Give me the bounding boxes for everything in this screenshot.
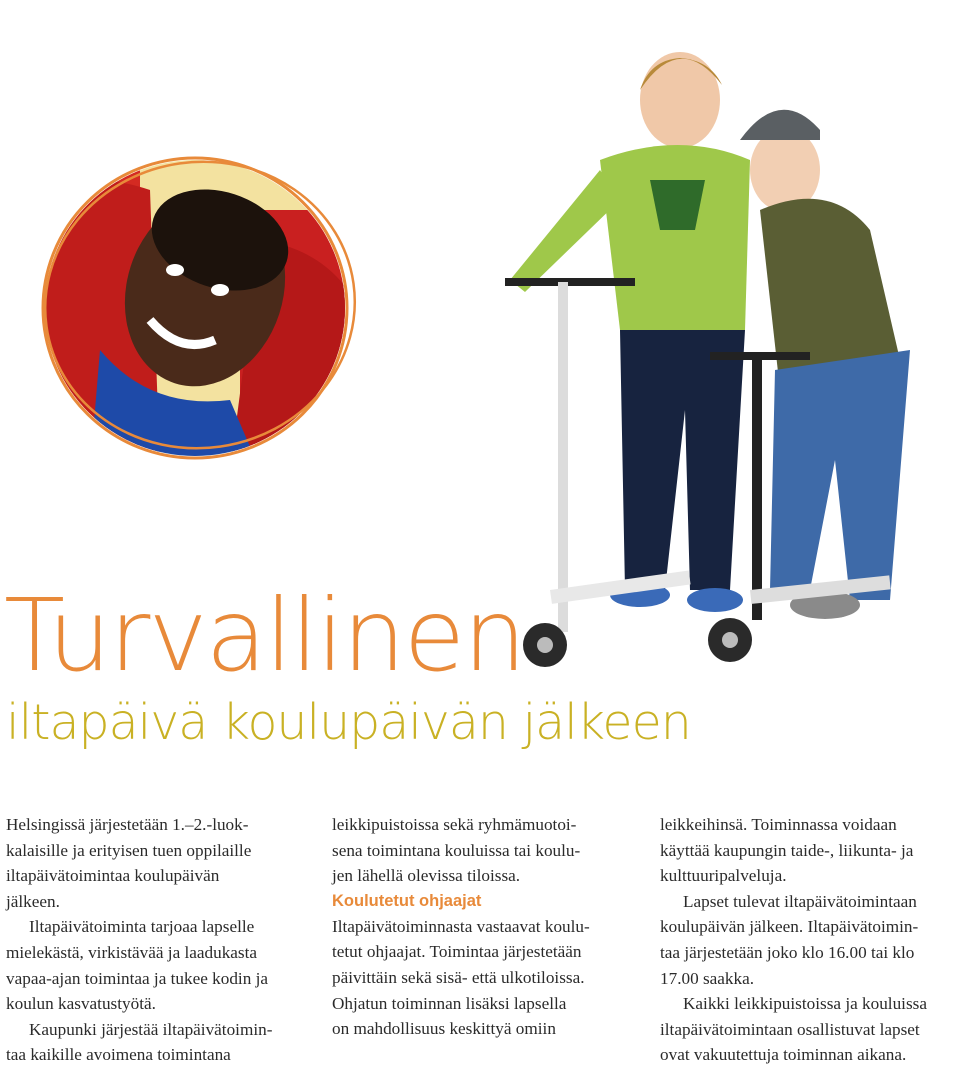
text-line: Kaikki leikkipuistoissa ja kouluissa: [683, 994, 927, 1014]
paragraph: [660, 991, 960, 1068]
paragraph: [6, 1017, 302, 1068]
text-line: sena toimintana kouluissa tai koulu-: [332, 840, 581, 860]
text-line: tetut ohjaajat. Toimintaa järjestetään: [332, 942, 582, 962]
paragraph: [332, 812, 628, 889]
text-line: Lapset tulevat iltapäivätoimintaan: [683, 891, 917, 911]
paragraph: [660, 812, 960, 889]
text-line: päivittäin sekä sisä- että ulkotiloissa.: [332, 967, 585, 987]
section-heading: Koulutetut ohjaajat: [332, 891, 482, 910]
child-photo-circle: [30, 150, 360, 470]
text-line: kalaisille ja erityisen tuen oppilaille: [6, 840, 252, 860]
text-line: leikkipuistoissa sekä ryhmämuotoi-: [332, 815, 577, 834]
paragraph: [660, 889, 960, 991]
paragraph: [6, 812, 302, 914]
text-line: Kaupunki järjestää iltapäivätoimin-: [29, 1019, 273, 1039]
text-line: taa järjestetään joko klo 16.00 tai klo: [660, 942, 915, 962]
text-line: Iltapäivätoiminnasta vastaavat koulu-: [332, 916, 590, 936]
text-column-1: [6, 812, 302, 1068]
text-line: 17.00 saakka.: [660, 968, 755, 988]
text-line: jen lähellä olevissa tiloissa.: [332, 866, 521, 886]
text-line: kulttuuripalveluja.: [660, 866, 787, 886]
text-line: Iltapäivätoiminta tarjoaa lapselle: [29, 917, 255, 937]
text-line: leikkeihinsä. Toiminnassa voidaan: [660, 815, 897, 834]
text-line: Helsingissä järjestetään 1.–2.-luok-: [6, 815, 249, 834]
boys-scooters-photo: [490, 30, 930, 680]
page-title: Turvallinen: [4, 577, 525, 694]
text-column-3: [660, 812, 960, 1068]
paragraph: [332, 914, 628, 1042]
text-line: ovat vakuutettuja toiminnan aikana.: [660, 1045, 907, 1065]
text-line: jälkeen.: [6, 891, 60, 911]
text-line: taa kaikille avoimena toimintana: [6, 1045, 231, 1065]
text-line: koulupäivän jälkeen. Iltapäivätoimin-: [660, 917, 919, 937]
text-line: iltapäivätoimintaa koulupäivän: [6, 866, 220, 886]
text-line: vapaa-ajan toimintaa ja tukee kodin ja: [6, 968, 269, 988]
text-line: iltapäivätoimintaan osallistuvat lapset: [660, 1019, 920, 1039]
text-column-2: [332, 812, 628, 1042]
text-line: on mahdollisuus keskittyä omiin: [332, 1019, 556, 1039]
text-line: käyttää kaupungin taide-, liikunta- ja: [660, 840, 914, 860]
paragraph: [6, 914, 302, 1016]
text-line: koulun kasvatustyötä.: [6, 994, 156, 1014]
text-line: Ohjatun toiminnan lisäksi lapsella: [332, 993, 567, 1013]
text-line: mielekästä, virkistävää ja laadukasta: [6, 942, 258, 962]
page-subtitle: iltapäivä koulupäivän jälkeen: [6, 694, 691, 751]
